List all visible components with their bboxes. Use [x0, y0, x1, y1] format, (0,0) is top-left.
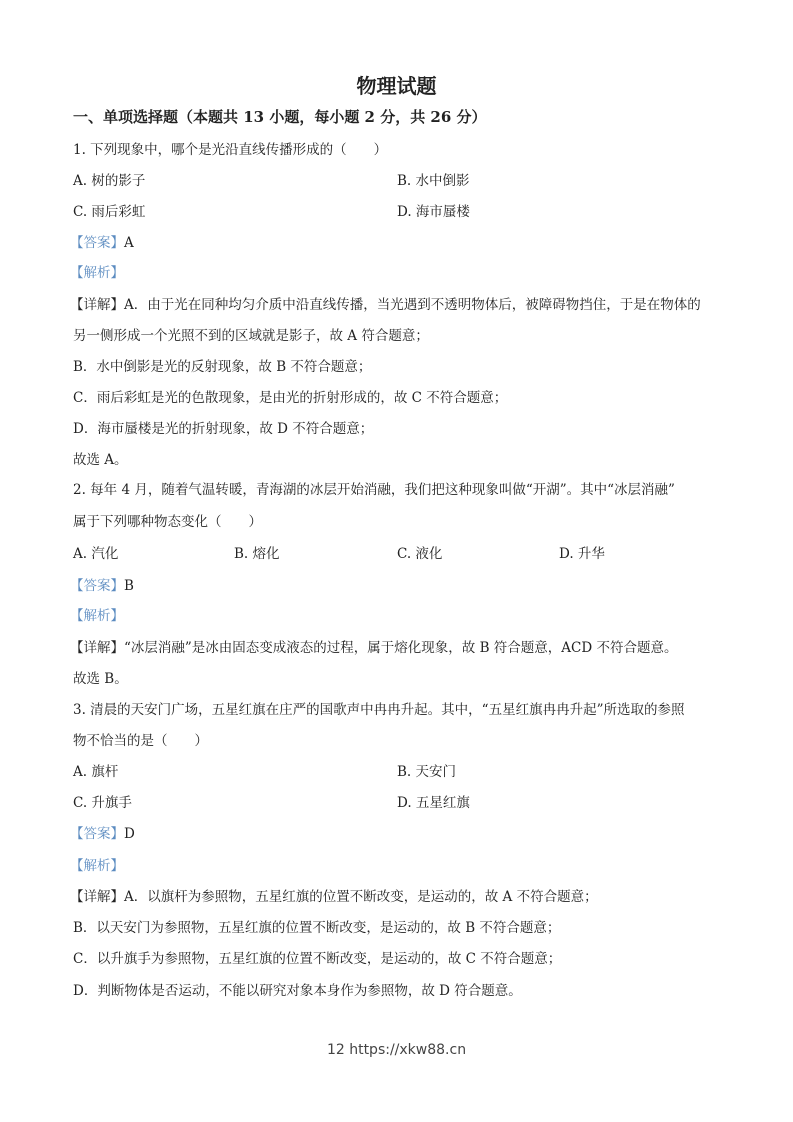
answer-value: A: [124, 235, 134, 251]
section-heading: 一、单项选择题（本题共 13 小题，每小题 2 分，共 26 分）: [73, 108, 487, 126]
option: D. 海市蜃楼: [397, 204, 470, 220]
detail-line: B．以天安门为参照物，五星红旗的位置不断改变，是运动的，故 B 不符合题意；: [73, 920, 561, 936]
option: B. 天安门: [397, 764, 457, 780]
analysis-tag: 【解析】: [70, 265, 124, 281]
detail-line: C．以升旗手为参照物，五星红旗的位置不断改变，是运动的，故 C 不符合题意；: [73, 951, 562, 967]
answer-value: D: [124, 826, 135, 842]
option: C. 雨后彩虹: [73, 204, 146, 220]
page-title: 物理试题: [356, 74, 437, 98]
detail-line: C．雨后彩虹是光的色散现象，是由光的折射形成的，故 C 不符合题意；: [73, 390, 508, 406]
detail-line: 故选 A。: [73, 452, 128, 468]
option: B. 水中倒影: [397, 173, 470, 189]
detail-line: 另一侧形成一个光照不到的区域就是影子，故 A 符合题意；: [73, 328, 429, 344]
detail-line: D．海市蜃楼是光的折射现象，故 D 不符合题意；: [73, 421, 374, 437]
option: A. 旗杆: [73, 764, 119, 780]
analysis-tag: 【解析】: [70, 608, 124, 624]
page-footer: 12 https://xkw88.cn: [326, 1042, 467, 1058]
answer-tag: 【答案】: [70, 235, 124, 251]
option: A. 汽化: [73, 546, 119, 562]
answer-value: B: [124, 578, 134, 594]
detail-line: 故选 B。: [73, 671, 128, 687]
detail-line: D．判断物体是否运动，不能以研究对象本身作为参照物，故 D 符合题意。: [73, 983, 522, 999]
detail-line: 【详解】A．以旗杆为参照物，五星红旗的位置不断改变，是运动的，故 A 不符合题意；: [70, 889, 598, 905]
detail-line: 【详解】“冰层消融”是冰由固态变成液态的过程，属于熔化现象，故 B 符合题意，ACD 不符合题意。: [70, 640, 678, 656]
question-stem: 2. 每年 4 月，随着气温转暖，青海湖的冰层开始消融，我们把这种现象叫做“开湖”。其中“冰层消融”: [73, 482, 675, 498]
answer-line: [70, 577, 134, 595]
option: C. 升旗手: [73, 795, 132, 811]
question-stem: 属于下列哪种物态变化（ ）: [73, 514, 262, 530]
detail-line: B．水中倒影是光的反射现象，故 B 不符合题意；: [73, 359, 372, 375]
answer-tag: 【答案】: [70, 826, 124, 842]
option: A. 树的影子: [73, 173, 146, 189]
option: D. 升华: [559, 546, 605, 562]
answer-line: [70, 234, 134, 252]
question-stem: 3. 清晨的天安门广场，五星红旗在庄严的国歌声中冉冉升起。其中，“五星红旗冉冉升起”所选取的参照: [73, 702, 685, 718]
answer-tag: 【答案】: [70, 578, 124, 594]
detail-line: 【详解】A．由于光在同种均匀介质中沿直线传播，当光遇到不透明物体后，被障碍物挡住，于是在物体的: [70, 297, 701, 313]
answer-line: [70, 825, 135, 843]
question-stem: 物不恰当的是（ ）: [73, 733, 208, 749]
option: C. 液化: [397, 546, 443, 562]
analysis-tag: 【解析】: [70, 858, 124, 874]
option: D. 五星红旗: [397, 795, 470, 811]
question-stem: 1. 下列现象中，哪个是光沿直线传播形成的（ ）: [73, 142, 388, 158]
option: B. 熔化: [234, 546, 280, 562]
